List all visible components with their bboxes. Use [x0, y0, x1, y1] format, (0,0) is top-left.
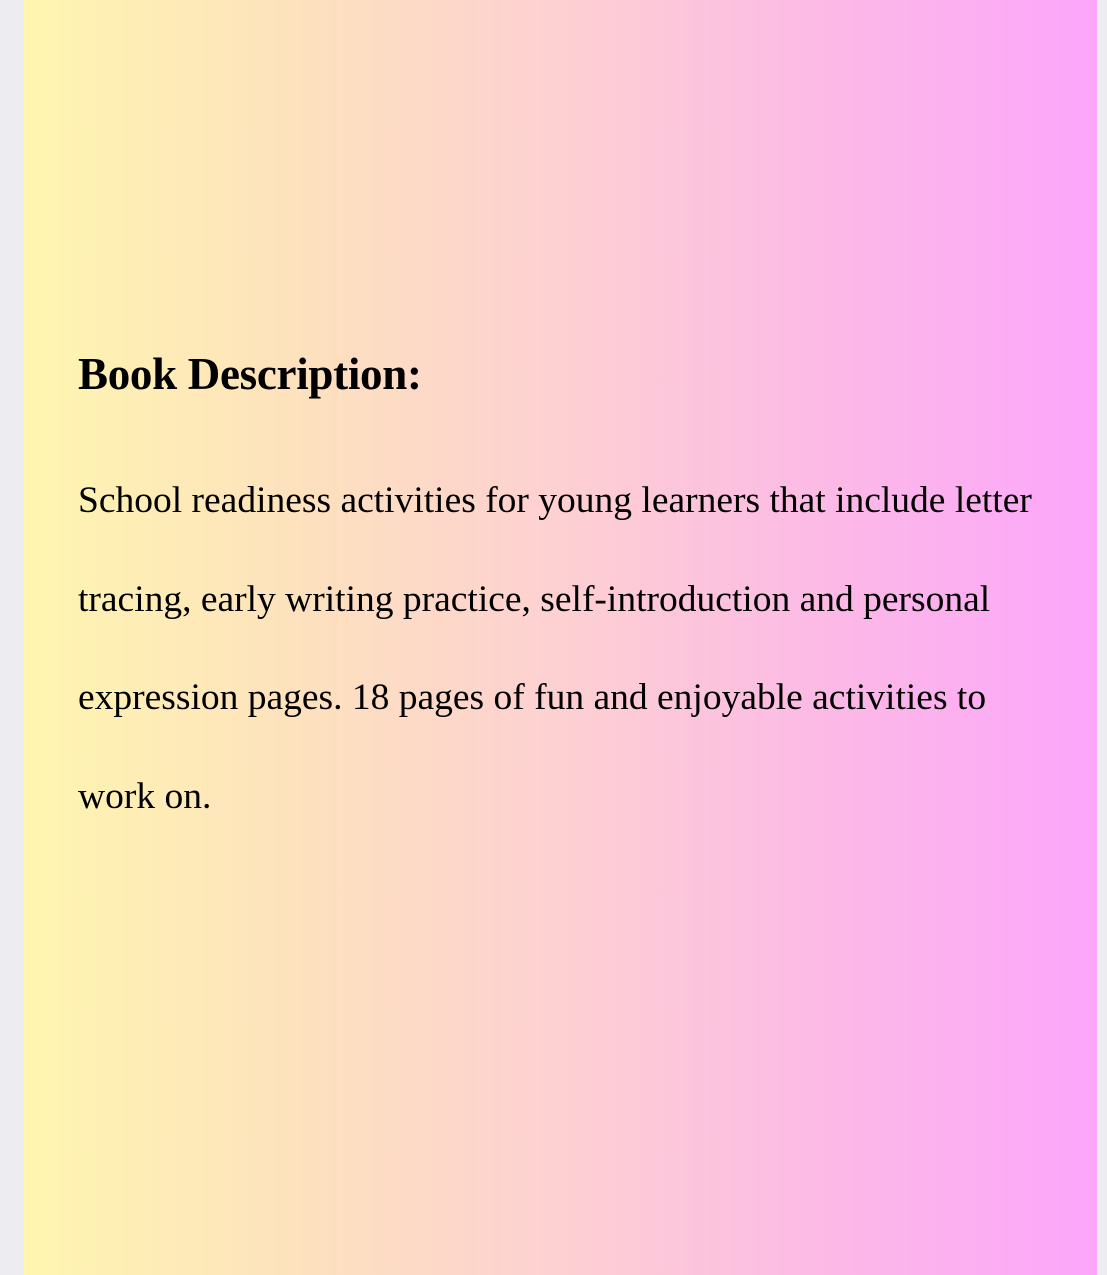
- book-description-panel: [24, 0, 1097, 1275]
- book-description-text: School readiness activities for young learners that include letter tracing, early writing practice, self-introduction and personal expression pages. 18 pages of fun and enjoyable activities to work on.: [78, 480, 1032, 817]
- description-content: [78, 342, 1068, 846]
- book-description-heading: Book Description:: [78, 349, 422, 399]
